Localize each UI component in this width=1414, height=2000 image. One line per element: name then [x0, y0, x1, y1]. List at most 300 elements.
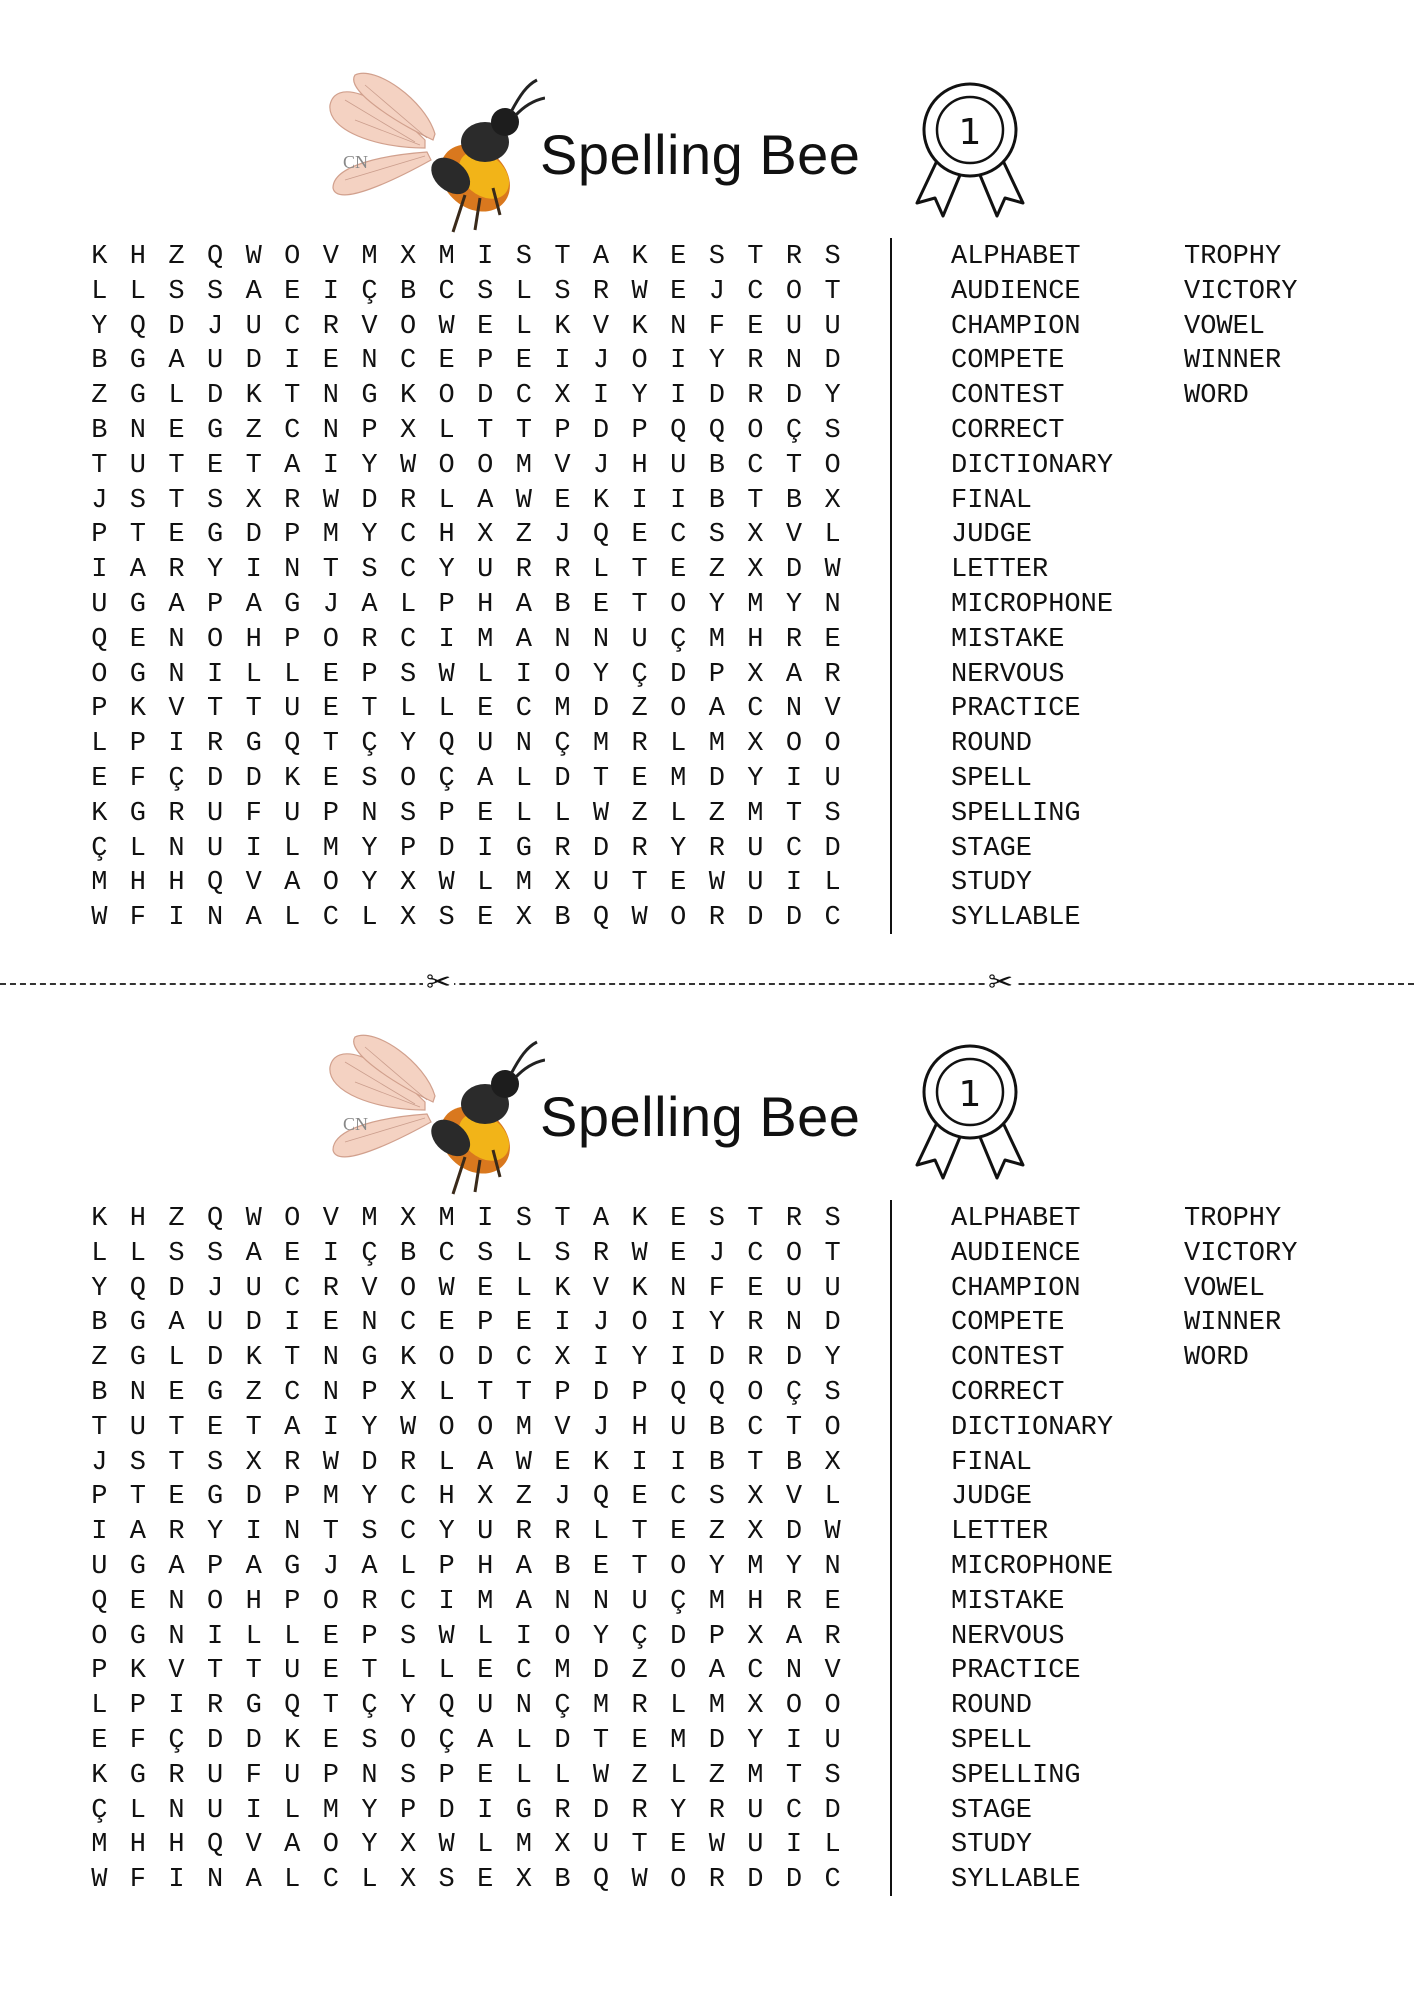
grid-letter: X	[747, 1691, 764, 1722]
grid-letter: X	[747, 1621, 764, 1652]
grid-letter: N	[284, 555, 301, 586]
grid-letter: Y	[670, 1795, 687, 1826]
grid-letter: O	[670, 589, 687, 620]
grid-letter: H	[168, 868, 185, 899]
grid-letter: V	[168, 694, 185, 725]
bee-illustration-icon	[315, 1022, 545, 1202]
grid-letter: O	[477, 1412, 494, 1443]
grid-row	[80, 727, 852, 762]
grid-letter: T	[785, 1760, 803, 1791]
grid-letter: P	[399, 833, 417, 864]
grid-letter: O	[322, 868, 339, 899]
grid-letter: C	[399, 520, 417, 551]
grid-letter: M	[670, 1725, 687, 1756]
grid-letter: Ç	[361, 276, 378, 307]
grid-letter: A	[515, 624, 532, 655]
grid-letter: P	[129, 729, 146, 760]
word-list-item: COMPETE	[951, 1308, 1065, 1339]
word-list-item: ROUND	[951, 1691, 1033, 1722]
word-list-item: VICTORY	[1184, 1238, 1298, 1269]
grid-letter: M	[708, 1691, 725, 1722]
grid-letter: R	[322, 311, 339, 342]
grid-letter: I	[284, 346, 301, 377]
grid-letter: E	[670, 1204, 687, 1234]
grid-letter: L	[284, 1621, 301, 1652]
grid-letter: S	[824, 1377, 841, 1408]
grid-row	[80, 553, 852, 588]
grid-letter: L	[284, 1865, 301, 1896]
grid-letter: T	[824, 276, 841, 307]
grid-letter: B	[91, 415, 108, 446]
grid-letter: T	[361, 694, 378, 725]
grid-letter: W	[824, 1517, 841, 1548]
grid-letter: R	[284, 485, 301, 516]
grid-letter: T	[631, 1551, 648, 1582]
grid-letter: Ç	[670, 624, 687, 655]
grid-letter: B	[708, 450, 725, 481]
grid-letter: U	[785, 1273, 803, 1304]
grid-letter: G	[206, 1482, 224, 1513]
grid-letter: E	[477, 694, 494, 725]
grid-letter: B	[91, 1377, 108, 1408]
grid-letter: N	[670, 1273, 687, 1304]
grid-row	[80, 344, 852, 379]
grid-letter: I	[322, 276, 339, 307]
grid-letter: N	[785, 694, 803, 725]
grid-letter: P	[438, 798, 455, 829]
word-list-item: SYLLABLE	[951, 1865, 1081, 1896]
word-list-column-1	[951, 1202, 1113, 1898]
grid-letter: Q	[129, 1273, 146, 1304]
grid-letter: D	[785, 1343, 803, 1374]
grid-row	[80, 1689, 852, 1724]
grid-letter: O	[477, 450, 494, 481]
grid-letter: G	[129, 1760, 146, 1791]
grid-letter: I	[438, 1586, 455, 1617]
word-list-item: CHAMPION	[951, 311, 1081, 342]
grid-letter: T	[477, 1377, 494, 1408]
grid-row	[80, 1724, 852, 1759]
grid-letter: O	[824, 1691, 841, 1722]
grid-letter: B	[708, 1412, 725, 1443]
grid-letter: O	[785, 1691, 803, 1722]
grid-letter: U	[284, 798, 301, 829]
word-list-item: WINNER	[1184, 1308, 1282, 1339]
grid-letter: I	[168, 903, 185, 934]
grid-row	[80, 1620, 852, 1655]
grid-letter: R	[631, 1795, 648, 1826]
grid-letter: S	[399, 1760, 417, 1791]
grid-letter: B	[91, 1308, 108, 1339]
grid-letter: T	[361, 1656, 378, 1687]
grid-letter: I	[785, 1830, 803, 1861]
grid-letter: L	[399, 589, 417, 620]
grid-letter: E	[477, 1760, 494, 1791]
grid-letter: I	[477, 1795, 494, 1826]
grid-letter: A	[515, 589, 532, 620]
grid-letter: K	[91, 242, 108, 272]
grid-letter: U	[206, 1795, 224, 1826]
grid-letter: E	[631, 520, 648, 551]
grid-letter: J	[708, 1238, 725, 1269]
grid-letter: X	[399, 1204, 417, 1234]
grid-letter: R	[631, 833, 648, 864]
grid-letter: T	[592, 1725, 610, 1756]
grid-letter: Q	[438, 1691, 455, 1722]
grid-letter: U	[477, 729, 494, 760]
grid-letter: R	[785, 1586, 803, 1617]
grid-letter: C	[284, 1273, 301, 1304]
grid-letter: K	[284, 1725, 301, 1756]
grid-letter: P	[708, 1621, 725, 1652]
grid-letter: Y	[747, 763, 764, 794]
grid-letter: P	[361, 415, 378, 446]
grid-letter: O	[399, 1273, 417, 1304]
grid-letter: M	[670, 763, 687, 794]
grid-letter: Y	[592, 659, 610, 690]
word-list-item: CHAMPION	[951, 1273, 1081, 1304]
grid-letter: T	[322, 729, 339, 760]
grid-letter: A	[245, 589, 262, 620]
grid-letter: P	[91, 1482, 108, 1513]
grid-letter: E	[129, 1586, 146, 1617]
grid-letter: S	[168, 276, 185, 307]
grid-row	[80, 1272, 852, 1307]
grid-letter: X	[477, 520, 494, 551]
grid-letter: X	[477, 1482, 494, 1513]
grid-letter: S	[399, 659, 417, 690]
grid-letter: P	[631, 1377, 648, 1408]
grid-letter: O	[206, 1586, 224, 1617]
grid-letter: P	[284, 1482, 301, 1513]
grid-letter: Q	[592, 520, 610, 551]
grid-letter: R	[554, 1795, 571, 1826]
grid-letter: M	[554, 1656, 571, 1687]
grid-letter: E	[477, 1273, 494, 1304]
grid-letter: L	[670, 1760, 687, 1791]
grid-letter: I	[631, 1447, 648, 1478]
grid-letter: C	[824, 903, 841, 934]
word-list-item: CORRECT	[951, 1377, 1065, 1408]
grid-letter: W	[322, 485, 339, 516]
grid-letter: J	[206, 1273, 224, 1304]
word-list-item: STUDY	[951, 868, 1033, 899]
grid-letter: W	[322, 1447, 339, 1478]
grid-letter: L	[824, 1830, 841, 1861]
grid-letter: H	[129, 1830, 146, 1861]
grid-letter: U	[477, 555, 494, 586]
grid-letter: Z	[245, 415, 262, 446]
grid-letter: E	[631, 1482, 648, 1513]
grid-letter: S	[708, 1482, 725, 1513]
grid-letter: E	[322, 694, 339, 725]
grid-letter: Ç	[168, 763, 185, 794]
grid-letter: N	[168, 1586, 185, 1617]
column-divider	[890, 238, 892, 934]
grid-letter: I	[284, 1308, 301, 1339]
grid-letter: R	[206, 1691, 224, 1722]
grid-letter: C	[747, 694, 764, 725]
grid-letter: I	[206, 1621, 224, 1652]
grid-letter: D	[206, 1725, 224, 1756]
grid-letter: M	[438, 1204, 455, 1234]
grid-letter: S	[361, 1517, 378, 1548]
grid-letter: C	[515, 381, 532, 412]
grid-letter: Z	[168, 242, 185, 272]
grid-letter: M	[91, 868, 108, 899]
grid-letter: K	[592, 1447, 610, 1478]
grid-letter: C	[785, 1795, 803, 1826]
grid-letter: U	[284, 1760, 301, 1791]
grid-letter: A	[592, 1204, 610, 1234]
grid-letter: G	[284, 589, 301, 620]
grid-letter: J	[708, 276, 725, 307]
grid-letter: O	[670, 694, 687, 725]
grid-letter: S	[361, 763, 378, 794]
grid-letter: O	[322, 1830, 339, 1861]
grid-letter: Ç	[361, 729, 378, 760]
word-list-column-2	[1184, 240, 1297, 414]
grid-letter: A	[592, 242, 610, 272]
grid-letter: Q	[91, 1586, 108, 1617]
grid-letter: K	[399, 381, 417, 412]
grid-letter: O	[399, 1725, 417, 1756]
grid-letter: C	[438, 1238, 455, 1269]
grid-letter: I	[670, 1343, 687, 1374]
grid-letter: L	[284, 903, 301, 934]
grid-letter: W	[91, 1865, 108, 1896]
grid-letter: A	[245, 1865, 262, 1896]
grid-letter: U	[631, 1586, 648, 1617]
grid-letter: Z	[631, 1760, 648, 1791]
grid-letter: C	[747, 450, 764, 481]
grid-letter: D	[168, 311, 185, 342]
worksheet-top	[0, 0, 1414, 960]
grid-letter: G	[129, 1551, 146, 1582]
word-list-item: AUDIENCE	[951, 276, 1081, 307]
grid-letter: L	[670, 729, 687, 760]
grid-letter: G	[206, 1377, 224, 1408]
grid-letter: T	[631, 555, 648, 586]
grid-letter: D	[824, 346, 841, 377]
grid-letter: E	[284, 1238, 301, 1269]
grid-letter: C	[824, 1865, 841, 1896]
grid-letter: W	[631, 1865, 648, 1896]
grid-letter: F	[129, 1725, 146, 1756]
grid-letter: E	[592, 589, 610, 620]
grid-letter: P	[129, 1691, 146, 1722]
grid-letter: Q	[708, 415, 725, 446]
grid-letter: D	[477, 381, 494, 412]
grid-letter: Q	[670, 415, 687, 446]
grid-letter: E	[670, 1238, 687, 1269]
grid-letter: T	[631, 589, 648, 620]
grid-letter: P	[361, 1621, 378, 1652]
grid-letter: X	[747, 659, 764, 690]
grid-letter: O	[554, 659, 571, 690]
grid-letter: N	[515, 1691, 532, 1722]
grid-letter: Ç	[554, 1691, 571, 1722]
grid-letter: H	[129, 242, 146, 272]
grid-letter: S	[206, 1447, 224, 1478]
grid-letter: T	[785, 798, 803, 829]
grid-letter: E	[515, 1308, 532, 1339]
grid-letter: E	[477, 903, 494, 934]
grid-letter: A	[284, 868, 301, 899]
grid-letter: T	[129, 520, 146, 551]
grid-letter: Q	[708, 1377, 725, 1408]
grid-letter: U	[592, 868, 610, 899]
grid-letter: I	[168, 729, 185, 760]
grid-letter: L	[284, 659, 301, 690]
word-list-item: STAGE	[951, 833, 1033, 864]
grid-letter: T	[322, 1517, 339, 1548]
grid-letter: A	[515, 1586, 532, 1617]
grid-letter: Y	[438, 1517, 455, 1548]
grid-letter: N	[554, 1586, 571, 1617]
grid-letter: G	[206, 520, 224, 551]
grid-letter: R	[747, 1343, 764, 1374]
grid-letter: X	[399, 1377, 417, 1408]
grid-letter: S	[824, 798, 841, 829]
grid-letter: X	[554, 381, 571, 412]
grid-letter: I	[670, 1447, 687, 1478]
grid-letter: I	[670, 381, 687, 412]
grid-letter: O	[284, 242, 301, 272]
grid-letter: E	[438, 1308, 455, 1339]
grid-letter: K	[91, 1760, 108, 1791]
grid-letter: N	[824, 589, 841, 620]
grid-letter: N	[168, 659, 185, 690]
grid-letter: Y	[361, 1830, 378, 1861]
grid-letter: V	[824, 694, 841, 725]
grid-letter: Ç	[361, 1238, 378, 1269]
word-search-grid	[80, 1202, 852, 1898]
grid-letter: P	[91, 694, 108, 725]
grid-letter: M	[322, 1482, 339, 1513]
grid-letter: D	[824, 1795, 841, 1826]
grid-letter: P	[284, 624, 301, 655]
grid-letter: K	[245, 1343, 262, 1374]
grid-letter: V	[785, 520, 803, 551]
grid-letter: T	[515, 1377, 532, 1408]
grid-letter: L	[168, 381, 185, 412]
grid-letter: M	[322, 1795, 339, 1826]
grid-letter: C	[747, 1412, 764, 1443]
grid-letter: U	[129, 1412, 146, 1443]
grid-letter: M	[592, 729, 610, 760]
grid-letter: U	[785, 311, 803, 342]
grid-letter: U	[824, 311, 841, 342]
grid-letter: X	[747, 520, 764, 551]
grid-letter: L	[91, 276, 108, 307]
grid-letter: E	[554, 485, 571, 516]
grid-letter: U	[206, 346, 224, 377]
grid-letter: L	[438, 1377, 455, 1408]
grid-letter: Z	[245, 1377, 262, 1408]
grid-row	[80, 762, 852, 797]
grid-letter: I	[91, 1517, 108, 1548]
grid-letter: Y	[785, 589, 803, 620]
grid-letter: V	[322, 242, 339, 272]
grid-letter: S	[206, 485, 224, 516]
grid-letter: Q	[284, 729, 301, 760]
grid-letter: X	[824, 485, 841, 516]
grid-letter: K	[91, 1204, 108, 1234]
grid-letter: X	[399, 903, 417, 934]
grid-letter: E	[477, 311, 494, 342]
grid-letter: D	[747, 1865, 764, 1896]
grid-letter: H	[631, 1412, 648, 1443]
grid-letter: K	[129, 1656, 146, 1687]
grid-letter: O	[824, 1412, 841, 1443]
grid-letter: N	[322, 415, 339, 446]
grid-letter: S	[361, 555, 378, 586]
grid-letter: E	[631, 1725, 648, 1756]
grid-letter: Y	[708, 589, 725, 620]
grid-letter: L	[438, 694, 455, 725]
grid-letter: S	[824, 415, 841, 446]
grid-row	[80, 588, 852, 623]
grid-letter: D	[592, 1656, 610, 1687]
grid-letter: Ç	[554, 729, 571, 760]
grid-letter: Z	[168, 1204, 185, 1234]
grid-letter: I	[438, 624, 455, 655]
grid-letter: K	[554, 311, 571, 342]
grid-letter: M	[747, 1760, 764, 1791]
grid-letter: X	[399, 242, 417, 272]
grid-letter: E	[824, 624, 841, 655]
grid-letter: R	[361, 1586, 378, 1617]
grid-letter: W	[245, 242, 262, 272]
grid-letter: O	[284, 1204, 301, 1234]
grid-letter: R	[399, 485, 417, 516]
grid-letter: G	[129, 1308, 146, 1339]
grid-letter: M	[554, 694, 571, 725]
grid-letter: D	[554, 1725, 571, 1756]
grid-letter: G	[129, 346, 146, 377]
grid-letter: K	[129, 694, 146, 725]
grid-letter: M	[515, 1412, 532, 1443]
grid-letter: Y	[399, 729, 417, 760]
grid-letter: A	[477, 1447, 494, 1478]
grid-letter: L	[515, 798, 532, 829]
grid-row	[80, 1306, 852, 1341]
grid-letter: I	[785, 868, 803, 899]
word-list-item: WINNER	[1184, 346, 1282, 377]
word-list-item: WORD	[1184, 1343, 1249, 1374]
word-list-item: PRACTICE	[951, 694, 1081, 725]
grid-letter: O	[670, 1656, 687, 1687]
word-list-item: MISTAKE	[951, 1586, 1065, 1617]
grid-letter: D	[708, 381, 725, 412]
word-list-item: MICROPHONE	[951, 1551, 1114, 1582]
grid-letter: B	[708, 485, 725, 516]
grid-letter: N	[592, 624, 610, 655]
grid-letter: R	[708, 1795, 725, 1826]
grid-letter: Y	[206, 555, 224, 586]
grid-letter: S	[708, 520, 725, 551]
grid-letter: C	[322, 903, 339, 934]
grid-letter: L	[361, 1865, 378, 1896]
word-list-item: CORRECT	[951, 415, 1065, 446]
grid-letter: R	[631, 729, 648, 760]
grid-letter: M	[477, 624, 494, 655]
grid-letter: U	[206, 833, 224, 864]
word-list-column-1	[951, 240, 1113, 936]
grid-letter: D	[361, 485, 378, 516]
grid-letter: I	[245, 555, 262, 586]
